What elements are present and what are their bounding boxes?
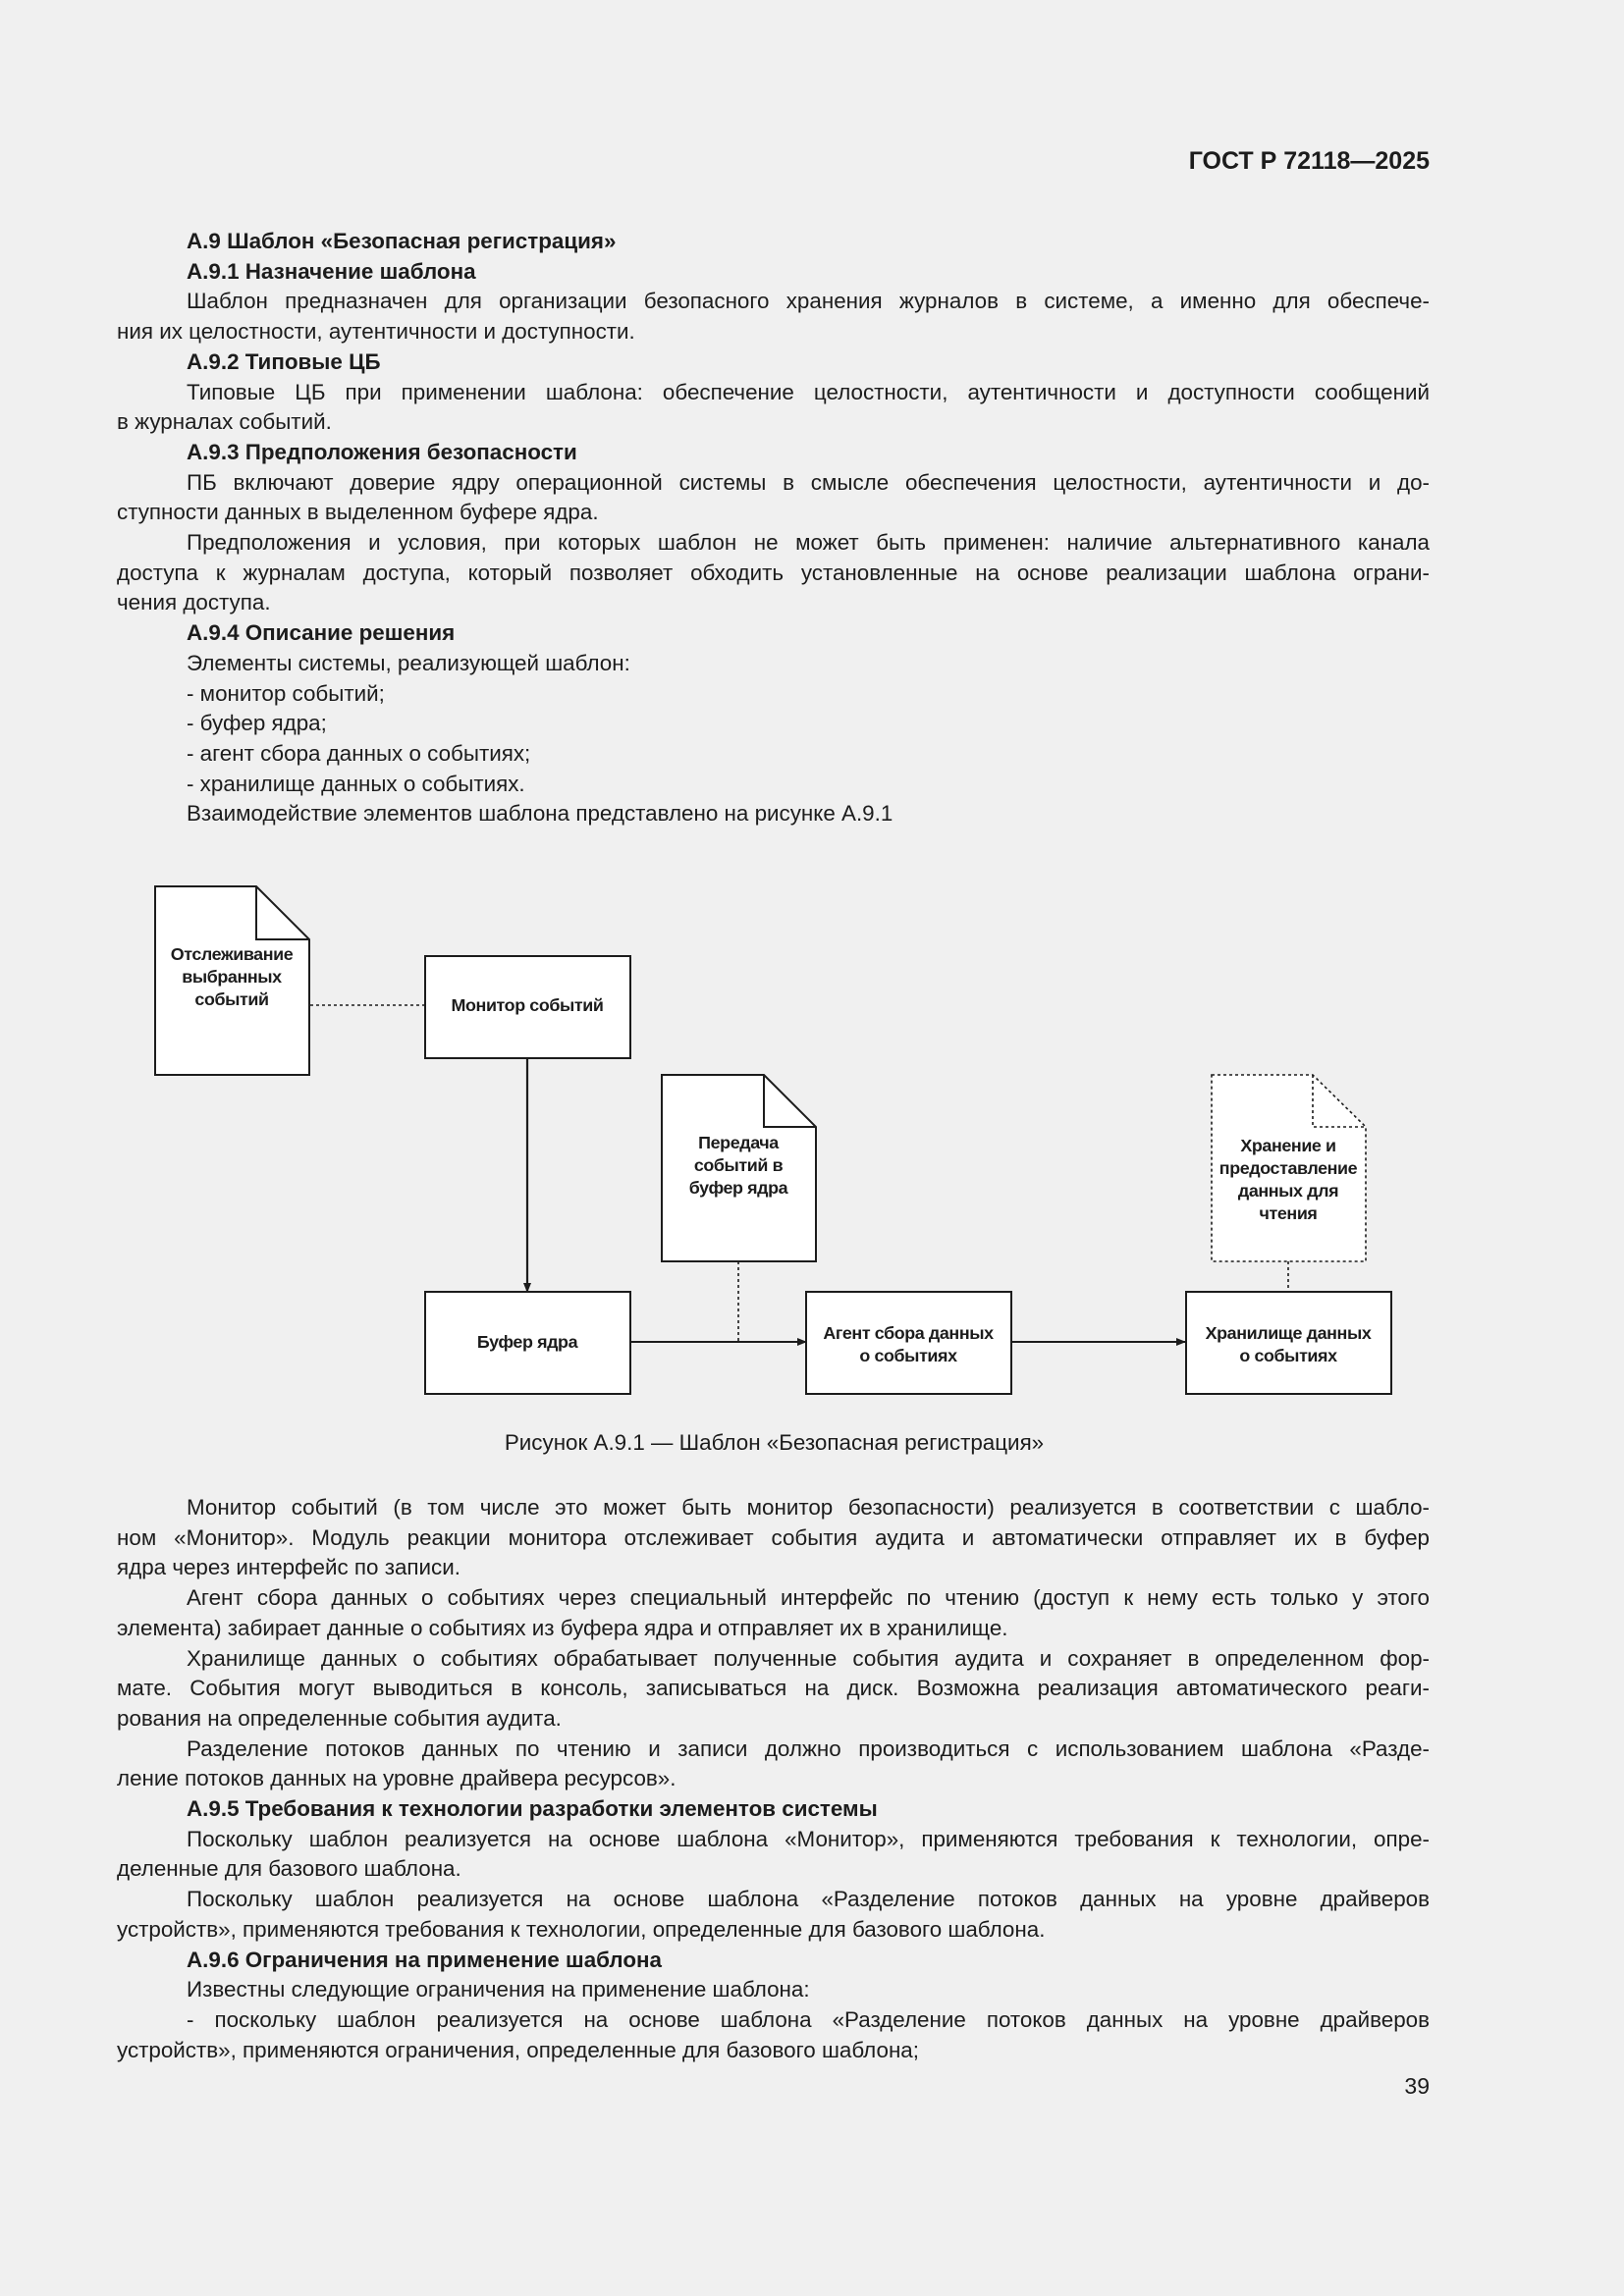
figure-caption: Рисунок А.9.1 — Шаблон «Безопасная регистрация»: [504, 1430, 1045, 1455]
text-line: ПБ включают доверие ядру операционной системы в смысле обеспечения целостности, аутентичности и до-: [187, 469, 1430, 495]
diagram-label-line: Буфер ядра: [476, 1332, 578, 1352]
section-heading: А.9 Шаблон «Безопасная регистрация»: [187, 229, 617, 253]
text-line: - поскольку шаблон реализуется на основе шаблона «Разделение потоков данных на уровне драйверов: [187, 2006, 1430, 2032]
diagram-label-line: Хранилище данных: [1205, 1323, 1372, 1343]
text-line: ния их целостности, аутентичности и доступности.: [117, 319, 635, 345]
text-line: Разделение потоков данных по чтению и записи должно производиться с использованием шаблона «Разде-: [187, 1735, 1430, 1761]
diagram-label-line: данных для: [1237, 1181, 1339, 1201]
text-line: Известны следующие ограничения на применение шаблона:: [187, 1977, 810, 2002]
text-line: Шаблон предназначен для организации безопасного хранения журналов в системе, а именно для обеспече-: [187, 289, 1430, 314]
text-line: доступа к журналам доступа, который позволяет обходить установленные на основе реализации шаблона ограни-: [117, 560, 1430, 585]
diagram-label-line: Монитор событий: [451, 995, 604, 1015]
text-line: ядра через интерфейс по записи.: [117, 1555, 460, 1580]
diagram-label-line: Хранение и: [1240, 1136, 1336, 1155]
diagram-label-line: о событиях: [1239, 1346, 1337, 1365]
section-heading: А.9.1 Назначение шаблона: [187, 258, 476, 284]
section-heading: А.9.6 Ограничения на применение шаблона: [187, 1947, 663, 1972]
text-line: элемента) забирает данные о событиях из буфера ядра и отправляет их в хранилище.: [117, 1615, 1008, 1640]
text-line: ном «Монитор». Модуль реакции монитора отслеживает события аудита и автоматически отправляет их в буфер: [117, 1524, 1430, 1550]
text-line: - хранилище данных о событиях.: [187, 771, 525, 796]
diagram-label-line: о событиях: [859, 1346, 957, 1365]
section-heading: А.9.5 Требования к технологии разработки элементов системы: [187, 1796, 878, 1821]
text-line: - буфер ядра;: [187, 711, 327, 736]
note-storage-provision: [1212, 1075, 1366, 1261]
standard-code: ГОСТ Р 72118—2025: [1188, 147, 1430, 175]
svg-text:Буфер ядра: [477, 1332, 579, 1352]
text-line: Агент сбора данных о событиях через специальный интерфейс по чтению (доступ к нему есть только у этого: [187, 1585, 1430, 1611]
svg-text:Передачасобытий вбуфер ядра: [689, 1133, 789, 1198]
text-line: Предположения и условия, при которых шаблон не может быть применен: наличие альтернативного канала: [187, 530, 1430, 555]
text-line: Поскольку шаблон реализуется на основе шаблона «Монитор», применяются требования к технологии, опре-: [187, 1826, 1430, 1851]
text-line: мате. События могут выводиться в консоль, записываться на диск. Возможна реализация автоматического реаги-: [117, 1676, 1430, 1701]
text-line: Элементы системы, реализующей шаблон:: [187, 650, 630, 675]
text-line: Типовые ЦБ при применении шаблона: обеспечение целостности, аутентичности и доступности сообщений: [187, 379, 1430, 404]
diagram-label-line: событий: [194, 989, 269, 1009]
section-heading: А.9.3 Предположения безопасности: [187, 439, 577, 464]
text-line: в журналах событий.: [117, 409, 332, 435]
text-line: рования на определенные события аудита.: [117, 1705, 562, 1731]
box-kernel-buffer: [425, 1292, 630, 1394]
diagram-label-line: Агент сбора данных: [823, 1323, 994, 1343]
diagram-label-line: выбранных: [182, 967, 282, 987]
note-transfer-to-buffer: [662, 1075, 816, 1261]
box-event-monitor: [425, 956, 630, 1058]
diagram-label-line: Отслеживание: [170, 944, 294, 964]
text-line: Монитор событий (в том числе это может быть монитор безопасности) реализуется в соответствии с шабло-: [187, 1495, 1430, 1520]
text-line: чения доступа.: [117, 590, 271, 615]
text-line: Хранилище данных о событиях обрабатывает полученные события аудита и сохраняет в определенном фор-: [187, 1645, 1430, 1671]
text-line: - монитор событий;: [187, 680, 385, 706]
section-heading: А.9.2 Типовые ЦБ: [187, 348, 381, 374]
box-event-repository: [1186, 1292, 1391, 1394]
text-line: Взаимодействие элементов шаблона представлено на рисунке А.9.1: [187, 801, 893, 827]
text-line: ступности данных в выделенном буфере ядра.: [117, 500, 599, 525]
diagram-label-line: чтения: [1259, 1203, 1318, 1223]
svg-text:Монитор событий: [452, 995, 604, 1015]
diagram-label-line: буфер ядра: [688, 1178, 788, 1198]
note-tracking-events: [155, 886, 309, 1075]
section-heading: А.9.4 Описание решения: [187, 620, 456, 646]
diagram-label-line: Передача: [698, 1133, 779, 1152]
text-line: устройств», применяются ограничения, определенные для базового шаблона;: [117, 2037, 919, 2062]
text-line: устройств», применяются требования к технологии, определенные для базового шаблона.: [117, 1916, 1046, 1942]
text-line: ление потоков данных на уровне драйвера ресурсов».: [117, 1766, 677, 1791]
text-line: деленные для базового шаблона.: [117, 1856, 461, 1882]
diagram-label-line: событий в: [693, 1155, 784, 1175]
text-line: Поскольку шаблон реализуется на основе шаблона «Разделение потоков данных на уровне драйверов: [187, 1887, 1430, 1912]
diagram-label-line: предоставление: [1218, 1158, 1358, 1178]
box-collection-agent: [806, 1292, 1011, 1394]
text-line: - агент сбора данных о событиях;: [187, 740, 531, 766]
page-number: 39: [1404, 2073, 1430, 2099]
